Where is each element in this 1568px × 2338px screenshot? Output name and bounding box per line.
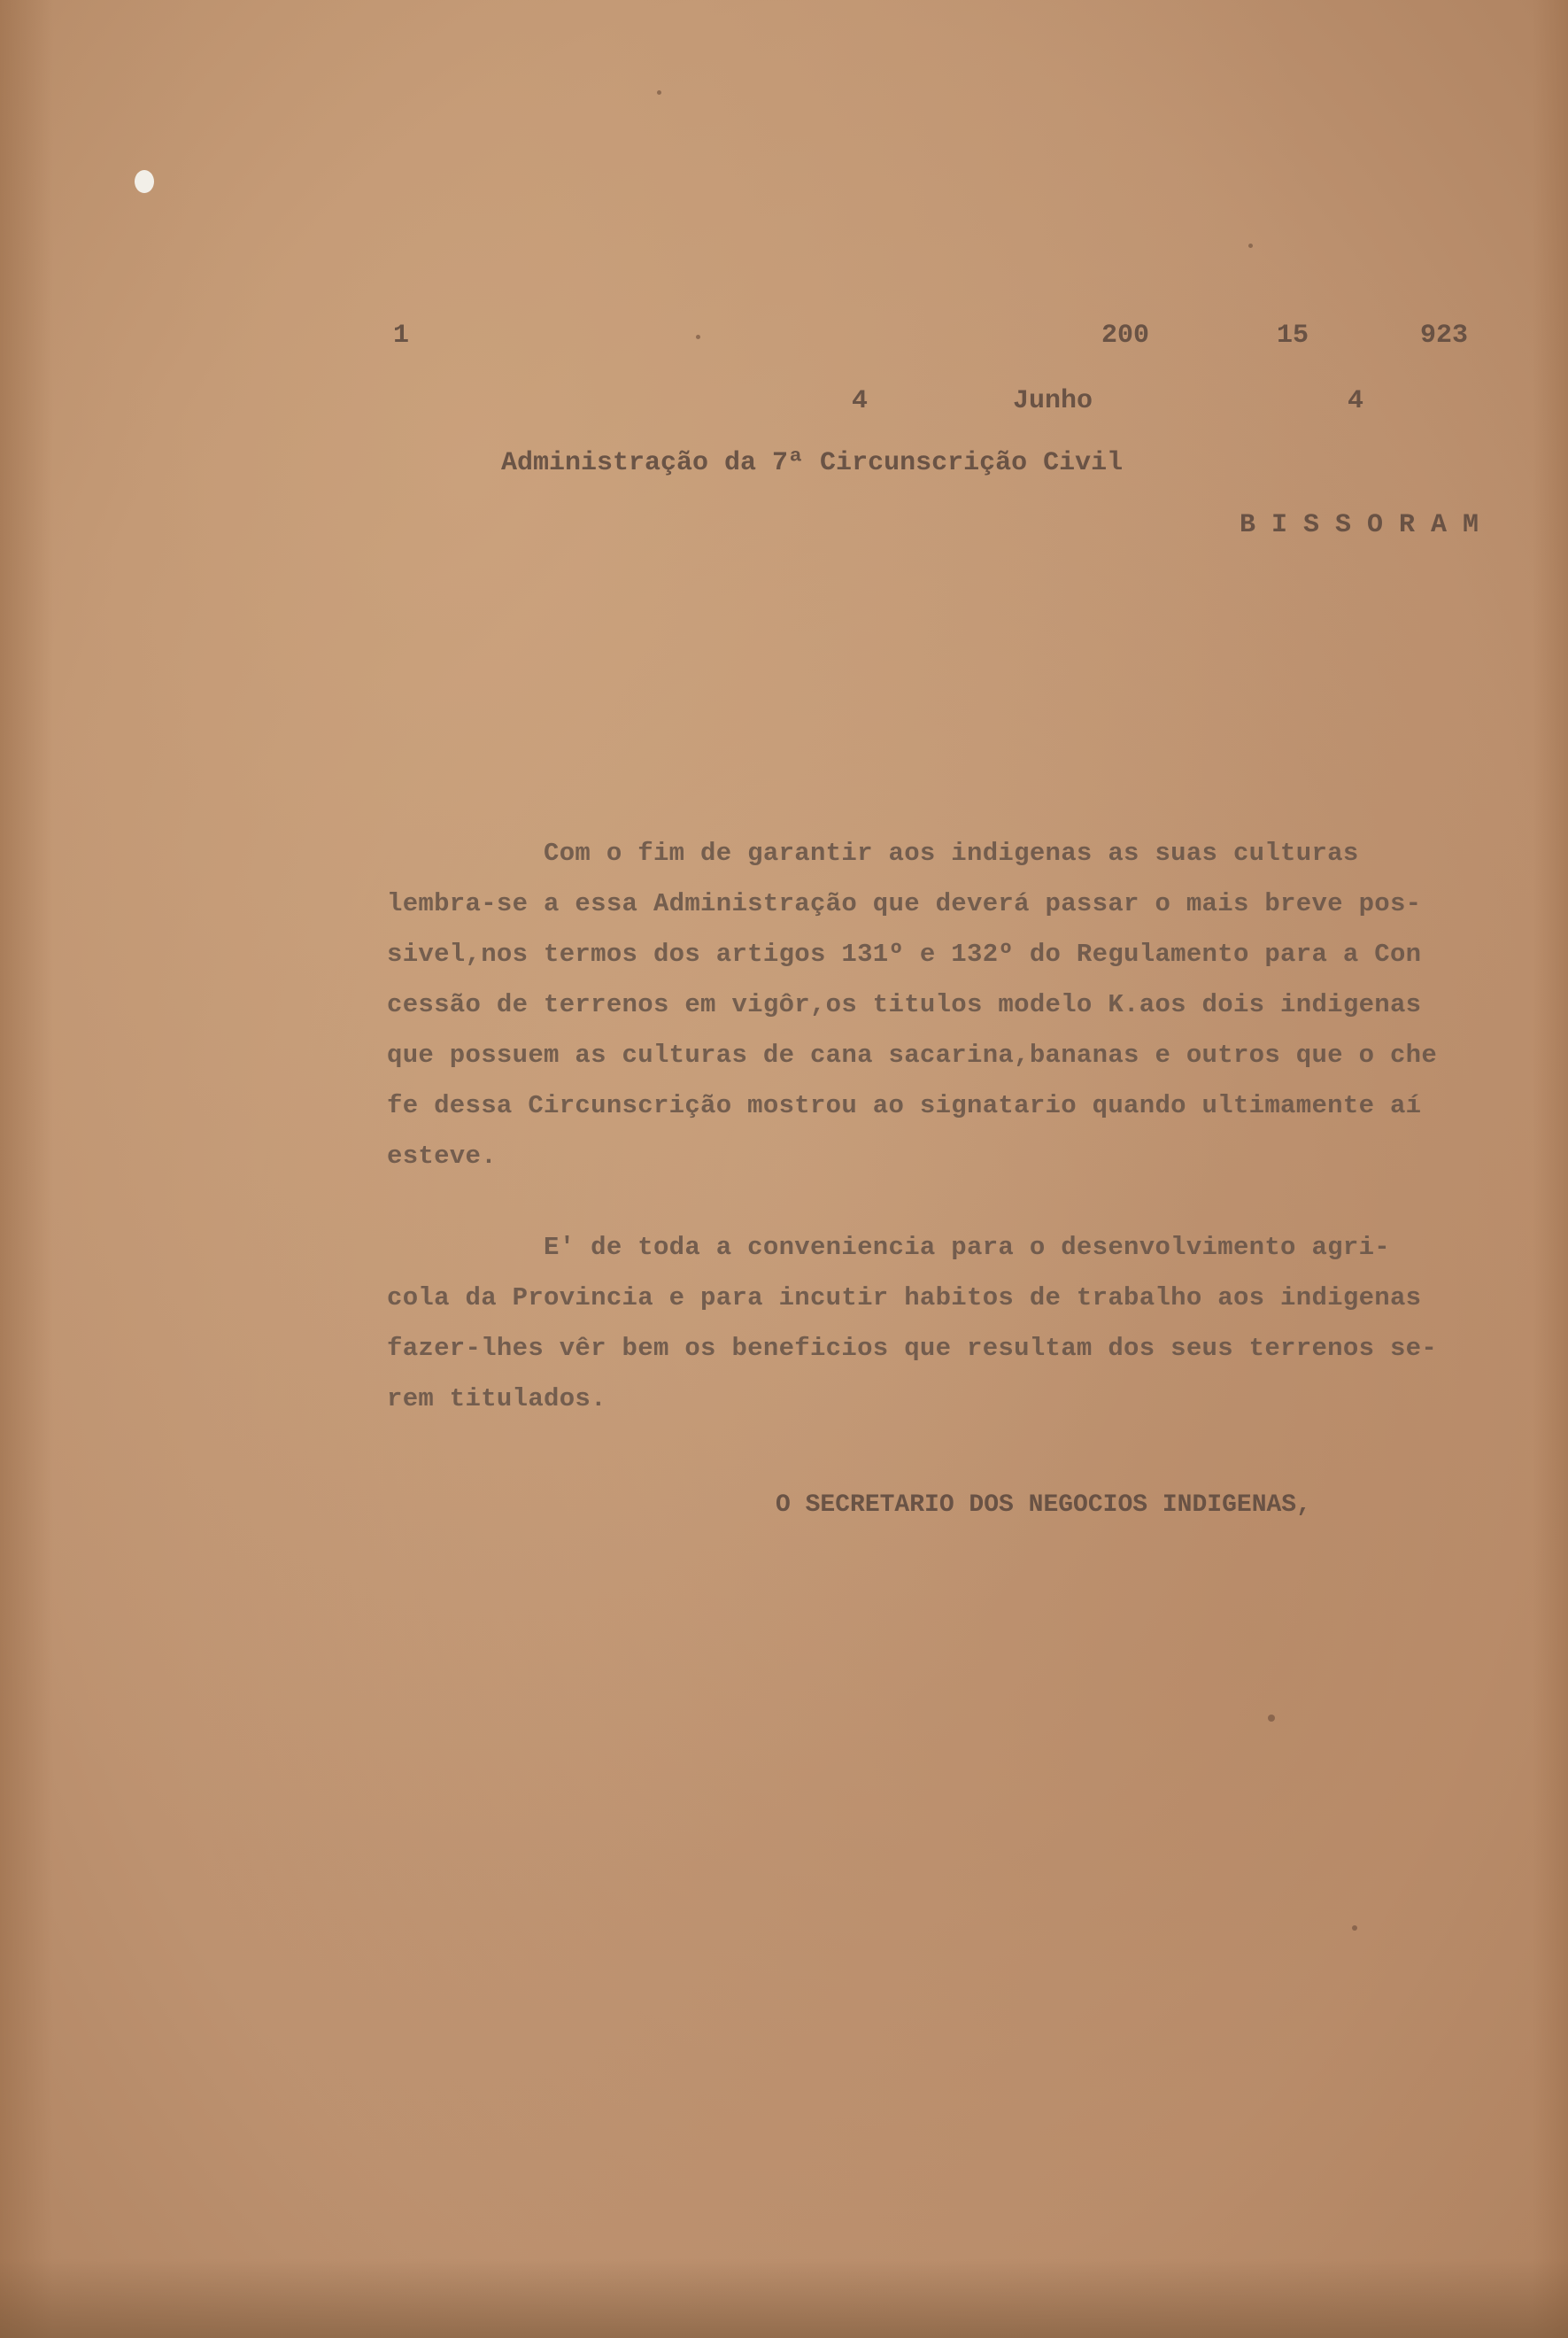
paper-speck	[1268, 1715, 1275, 1722]
signatory-title: O SECRETARIO DOS NEGOCIOS INDIGENAS,	[776, 1491, 1311, 1519]
body-line: cola da Provincia e para incutir habitos de trabalho aos indigenas	[387, 1283, 1422, 1312]
body-line: Com o fim de garantir aos indigenas as suas culturas	[387, 839, 1359, 868]
date-number: 4	[1348, 386, 1364, 416]
paper-speck	[1248, 244, 1253, 248]
body-line: fe dessa Circunscrição mostrou ao signatario quando ultimamente aí	[387, 1091, 1422, 1120]
administration-title: Administração da 7ª Circunscrição Civil	[501, 448, 1124, 478]
paper-edge-shadow-left	[0, 0, 53, 2338]
place-name: B I S S O R A M	[1240, 510, 1479, 540]
paper-speck	[696, 335, 700, 339]
body-line: lembra-se a essa Administração que deverá passar o mais breve pos-	[387, 889, 1422, 918]
punch-hole	[135, 170, 154, 193]
body-line: E' de toda a conveniencia para o desenvolvimento agri-	[387, 1233, 1390, 1262]
ref-923: 923	[1420, 321, 1469, 351]
body-line: rem titulados.	[387, 1384, 606, 1413]
body-line: cessão de terrenos em vigôr,os titulos modelo K.aos dois indigenas	[387, 990, 1422, 1019]
paper-edge-shadow-bottom	[0, 2258, 1568, 2338]
paper-speck	[657, 90, 661, 95]
paper-speck	[1352, 1925, 1357, 1931]
body-line: sivel,nos termos dos artigos 131º e 132º do Regulamento para a Con	[387, 940, 1422, 969]
body-line: fazer-lhes vêr bem os beneficios que resultam dos seus terrenos se-	[387, 1334, 1438, 1363]
body-line: esteve.	[387, 1142, 497, 1171]
date-month: Junho	[1013, 386, 1093, 416]
date-day: 4	[852, 386, 869, 416]
ref-200: 200	[1101, 321, 1150, 351]
body-line: que possuem as culturas de cana sacarina,bananas e outros que o che	[387, 1041, 1438, 1070]
ref-15: 15	[1277, 321, 1309, 351]
doc-number: 1	[393, 321, 410, 351]
